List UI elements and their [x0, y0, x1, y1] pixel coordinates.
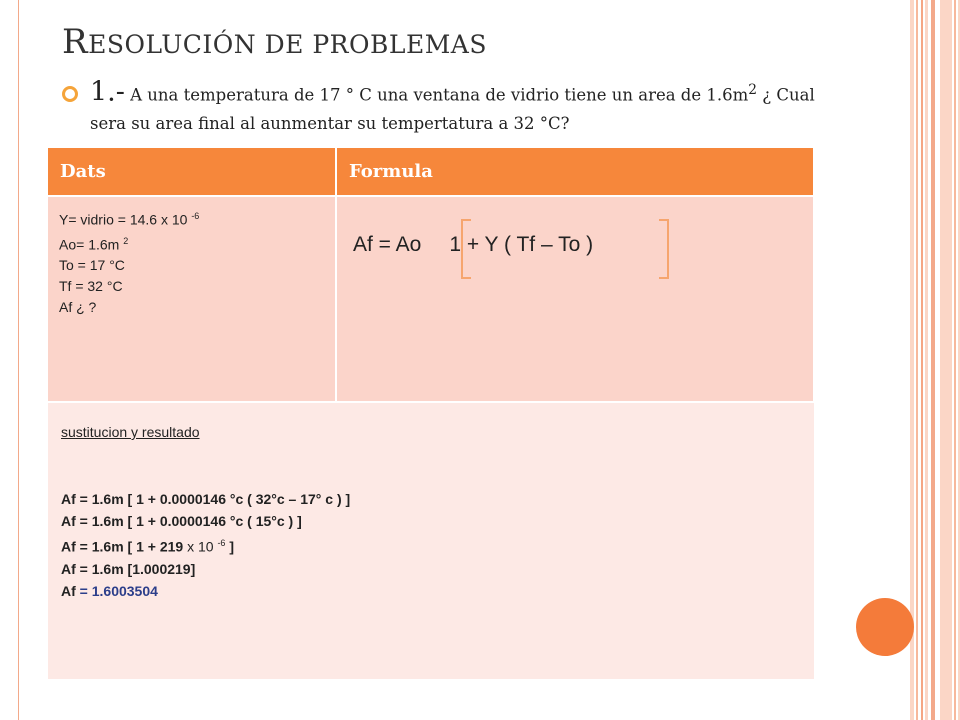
dats-cell	[48, 196, 336, 402]
slide-title: RESOLUCIÓN DE PROBLEMAS	[62, 22, 487, 62]
substitution-cell	[48, 402, 814, 679]
right-bracket-icon	[659, 219, 669, 279]
dats-line-3: To = 17 °C	[59, 257, 125, 274]
calc-line-4: Af = 1.6m [1.000219]	[61, 560, 196, 577]
decorative-stripes	[910, 0, 960, 720]
calc-line-5: Af = 1.6003504	[61, 582, 158, 599]
left-frame-line	[18, 0, 19, 720]
formula-cell	[336, 196, 814, 402]
header-dats: Dats	[48, 148, 336, 196]
dats-line-2: Ao= 1.6m $^2$	[59, 235, 129, 253]
bullet-circle-icon	[62, 86, 78, 102]
dats-line-4: Tf = 32 °C	[59, 278, 123, 295]
decorative-circle	[856, 598, 914, 656]
final-result: = 1.6003504	[79, 582, 158, 599]
problem-text-b: ¿ Cual sera su area final al aunmentar su tempertatura a 32 °C?	[90, 85, 815, 133]
data-formula-table	[48, 148, 815, 679]
substitution-label: sustitucion y resultado	[61, 424, 200, 440]
header-formula: Formula	[336, 148, 814, 196]
formula-text: Af = Ao 1 + Y ( Tf – To )	[353, 233, 594, 256]
calc-line-1: Af = 1.6m [ 1 + 0.0000146 °c ( 32°c – 17° c ) ]	[61, 491, 351, 507]
dats-line-1: Y= vidrio = 14.6 x 10 $^{-6}$	[59, 211, 200, 228]
calc-line-2: Af = 1.6m [ 1 + 0.0000146 °c ( 15°c ) ]	[61, 513, 302, 529]
calc-line-3: Af = 1.6m [ 1 + 219 x 10 $^{-6}$ ]	[61, 538, 235, 555]
problem-statement: 1.- A una temperatura de 17 ° C una ventana de vidrio tiene un area de $1.6m^2$ ¿ Cual sera su area final al aunmentar su tempertatura a 32 °C?	[90, 76, 815, 133]
dats-line-5: Af ¿ ?	[59, 299, 97, 316]
problem-number: 1.-	[90, 76, 125, 108]
problem-text-a: A una temperatura de 17 ° C una ventana de vidrio tiene un area de 1.6m	[130, 85, 749, 105]
